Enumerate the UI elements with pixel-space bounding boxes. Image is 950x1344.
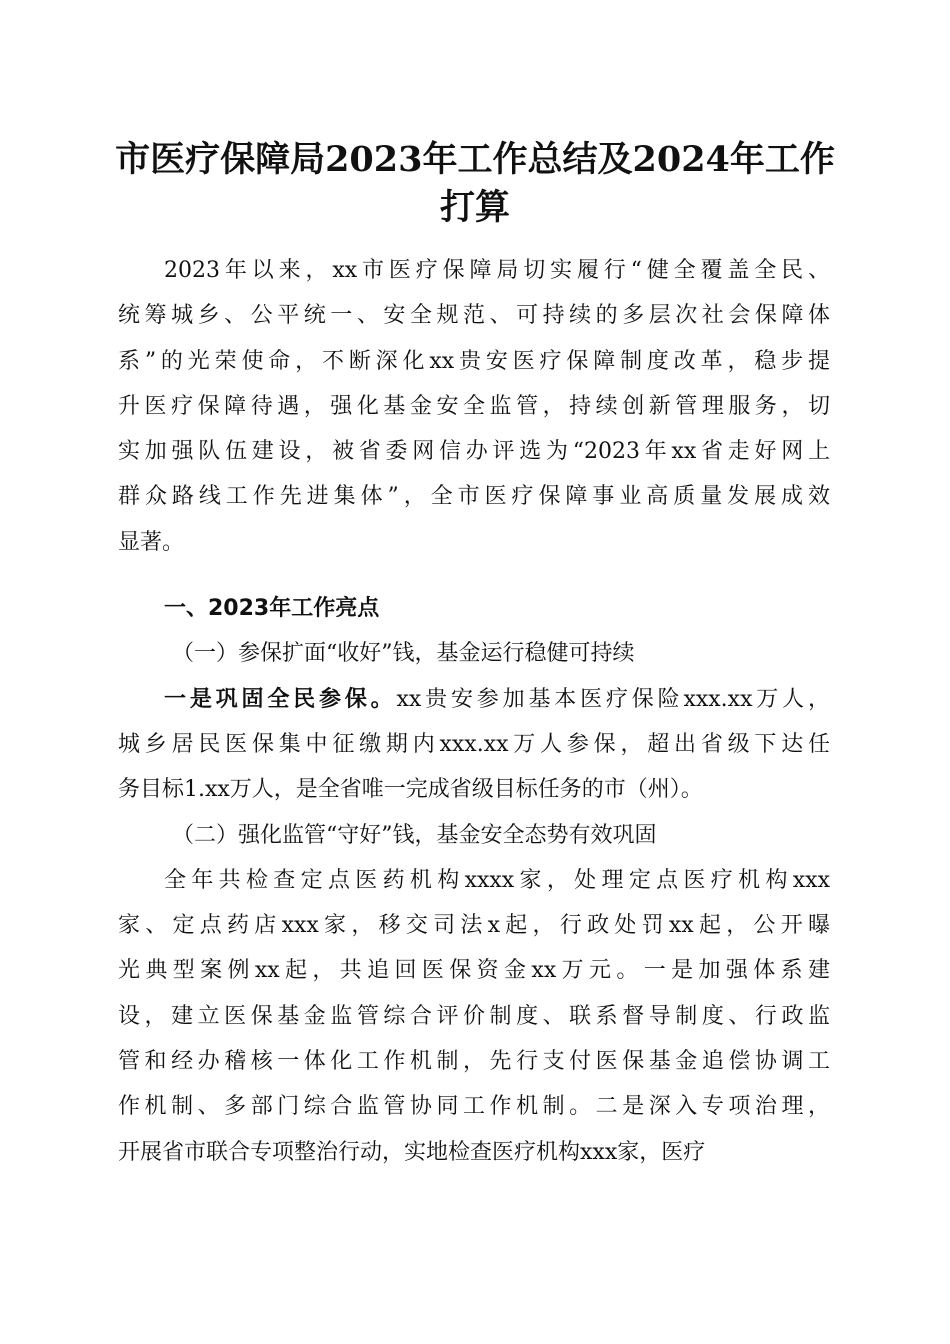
- text-line: 管和经办稽核一体化工作机制，先行支付医保基金追偿协调工: [118, 1049, 830, 1075]
- lead-phrase: 一是巩固全民参保。: [164, 685, 397, 712]
- text-line: [118, 677, 830, 722]
- text-line: 统筹城乡、公平统一、安全规范、可持续的多层次社会保障体: [118, 303, 830, 329]
- text-line: 群众路线工作先进集体”，全市医疗保障事业高质量发展成效: [118, 484, 830, 510]
- text-line: （二）强化监管“守好”钱，基金安全态势有效巩固: [172, 822, 657, 848]
- text-line: 显著。: [118, 529, 185, 555]
- text-line: 开展省市联合专项整治行动，实地检查医疗机构xxx家，医疗: [118, 1139, 706, 1165]
- document-body: [118, 248, 830, 1175]
- text-line: 光典型案例xx起，共追回医保资金xx万元。一是加强体系建: [118, 958, 830, 984]
- text-line: 系”的光荣使命，不断深化xx贵安医疗保障制度改革，稳步提: [118, 348, 830, 374]
- text-line: 全年共检查定点医药机构xxxx家，处理定点医疗机构xxx: [164, 867, 830, 893]
- section-heading: [118, 586, 830, 631]
- paragraph: [118, 858, 830, 1175]
- text-line: 家、定点药店xxx家，移交司法x起，行政处罚xx起，公开曝: [118, 913, 830, 939]
- text-line: 一、2023年工作亮点: [164, 596, 380, 622]
- title-line-2: 打算: [439, 187, 510, 228]
- line-text: xx贵安参加基本医疗保险xxx.xx万人，: [396, 686, 830, 712]
- text-line: 2023年以来，xx市医疗保障局切实履行“健全覆盖全民、: [164, 258, 830, 283]
- text-line: （一）参保扩面“收好”钱，基金运行稳健可持续: [172, 641, 635, 667]
- paragraph: [118, 248, 830, 565]
- text-line: 设，建立医保基金监管综合评价制度、联系督导制度、行政监: [118, 1003, 830, 1029]
- text-line: 升医疗保障待遇，强化基金安全监管，持续创新管理服务，切: [118, 393, 830, 419]
- paragraph: [118, 677, 830, 813]
- subsection-heading: [118, 813, 830, 858]
- text-line: 城乡居民医保集中征缴期内xxx.xx万人参保，超出省级下达任: [118, 731, 830, 757]
- text-line: 实加强队伍建设，被省委网信办评选为“2023年xx省走好网上: [118, 439, 830, 465]
- text-line: 务目标1.xx万人，是全省唯一完成省级目标任务的市（州）。: [118, 777, 703, 803]
- subsection-heading: [118, 631, 830, 676]
- title-line-1: 市医疗保障局2023年工作总结及2024年工作: [115, 139, 835, 180]
- text-line: 作机制、多部门综合监管协同工作机制。二是深入专项治理，: [118, 1094, 830, 1120]
- document-title: [100, 136, 850, 232]
